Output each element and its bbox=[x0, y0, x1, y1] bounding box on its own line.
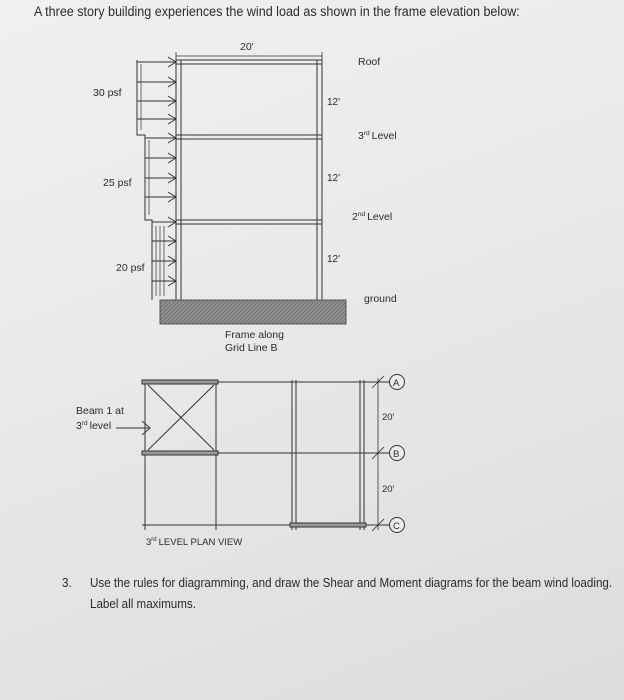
wind-pressure-top: 30 psf bbox=[93, 87, 122, 99]
roof-label: Roof bbox=[358, 56, 381, 68]
beam-grid-c bbox=[290, 523, 366, 527]
grid-label-b: B bbox=[393, 449, 400, 460]
beam-grid-b bbox=[142, 451, 218, 455]
frame-caption-2: Grid Line B bbox=[225, 342, 278, 354]
second-level-label: 2nd Level bbox=[352, 211, 393, 223]
left-column bbox=[176, 60, 181, 300]
third-level-beam bbox=[176, 135, 322, 139]
second-level-beam bbox=[176, 220, 322, 224]
beam-label-arrow bbox=[116, 421, 150, 435]
question-number: 3. bbox=[62, 576, 72, 590]
width-dim-label: 20' bbox=[240, 41, 254, 53]
story-dim-3: 12' bbox=[327, 254, 341, 265]
plan-view bbox=[116, 375, 405, 533]
problem-heading: A three story building experiences the wind load as shown in the frame elevation below: bbox=[34, 4, 520, 19]
grid-label-c: C bbox=[393, 521, 400, 532]
wind-pressure-mid: 25 psf bbox=[103, 177, 132, 189]
story-dim-2: 12' bbox=[327, 173, 341, 184]
beam-grid-a bbox=[142, 380, 218, 384]
beam-label-2: 3rd level bbox=[76, 420, 112, 432]
frame-caption-1: Frame along bbox=[225, 329, 284, 341]
plan-title: 3rd LEVEL PLAN VIEW bbox=[146, 537, 243, 548]
wind-arrows bbox=[137, 57, 176, 286]
ground-slab bbox=[160, 300, 346, 324]
story-dim-1: 12' bbox=[327, 97, 341, 108]
grid-label-a: A bbox=[393, 378, 400, 389]
frame-elevation bbox=[160, 52, 346, 324]
question-line-1: Use the rules for diagramming, and draw the Shear and Moment diagrams for the beam wind loading. bbox=[90, 576, 613, 590]
ground-label: ground bbox=[364, 293, 397, 305]
roof-beam bbox=[176, 60, 322, 64]
question-line-2: Label all maximums. bbox=[90, 597, 196, 611]
right-column bbox=[317, 60, 322, 300]
beam-label-1: Beam 1 at bbox=[76, 405, 124, 417]
wind-pressure-bottom: 20 psf bbox=[116, 262, 145, 274]
bay-dim-2: 20' bbox=[382, 484, 395, 495]
third-level-label: 3rd Level bbox=[358, 130, 397, 142]
bay-dim-1: 20' bbox=[382, 412, 395, 423]
